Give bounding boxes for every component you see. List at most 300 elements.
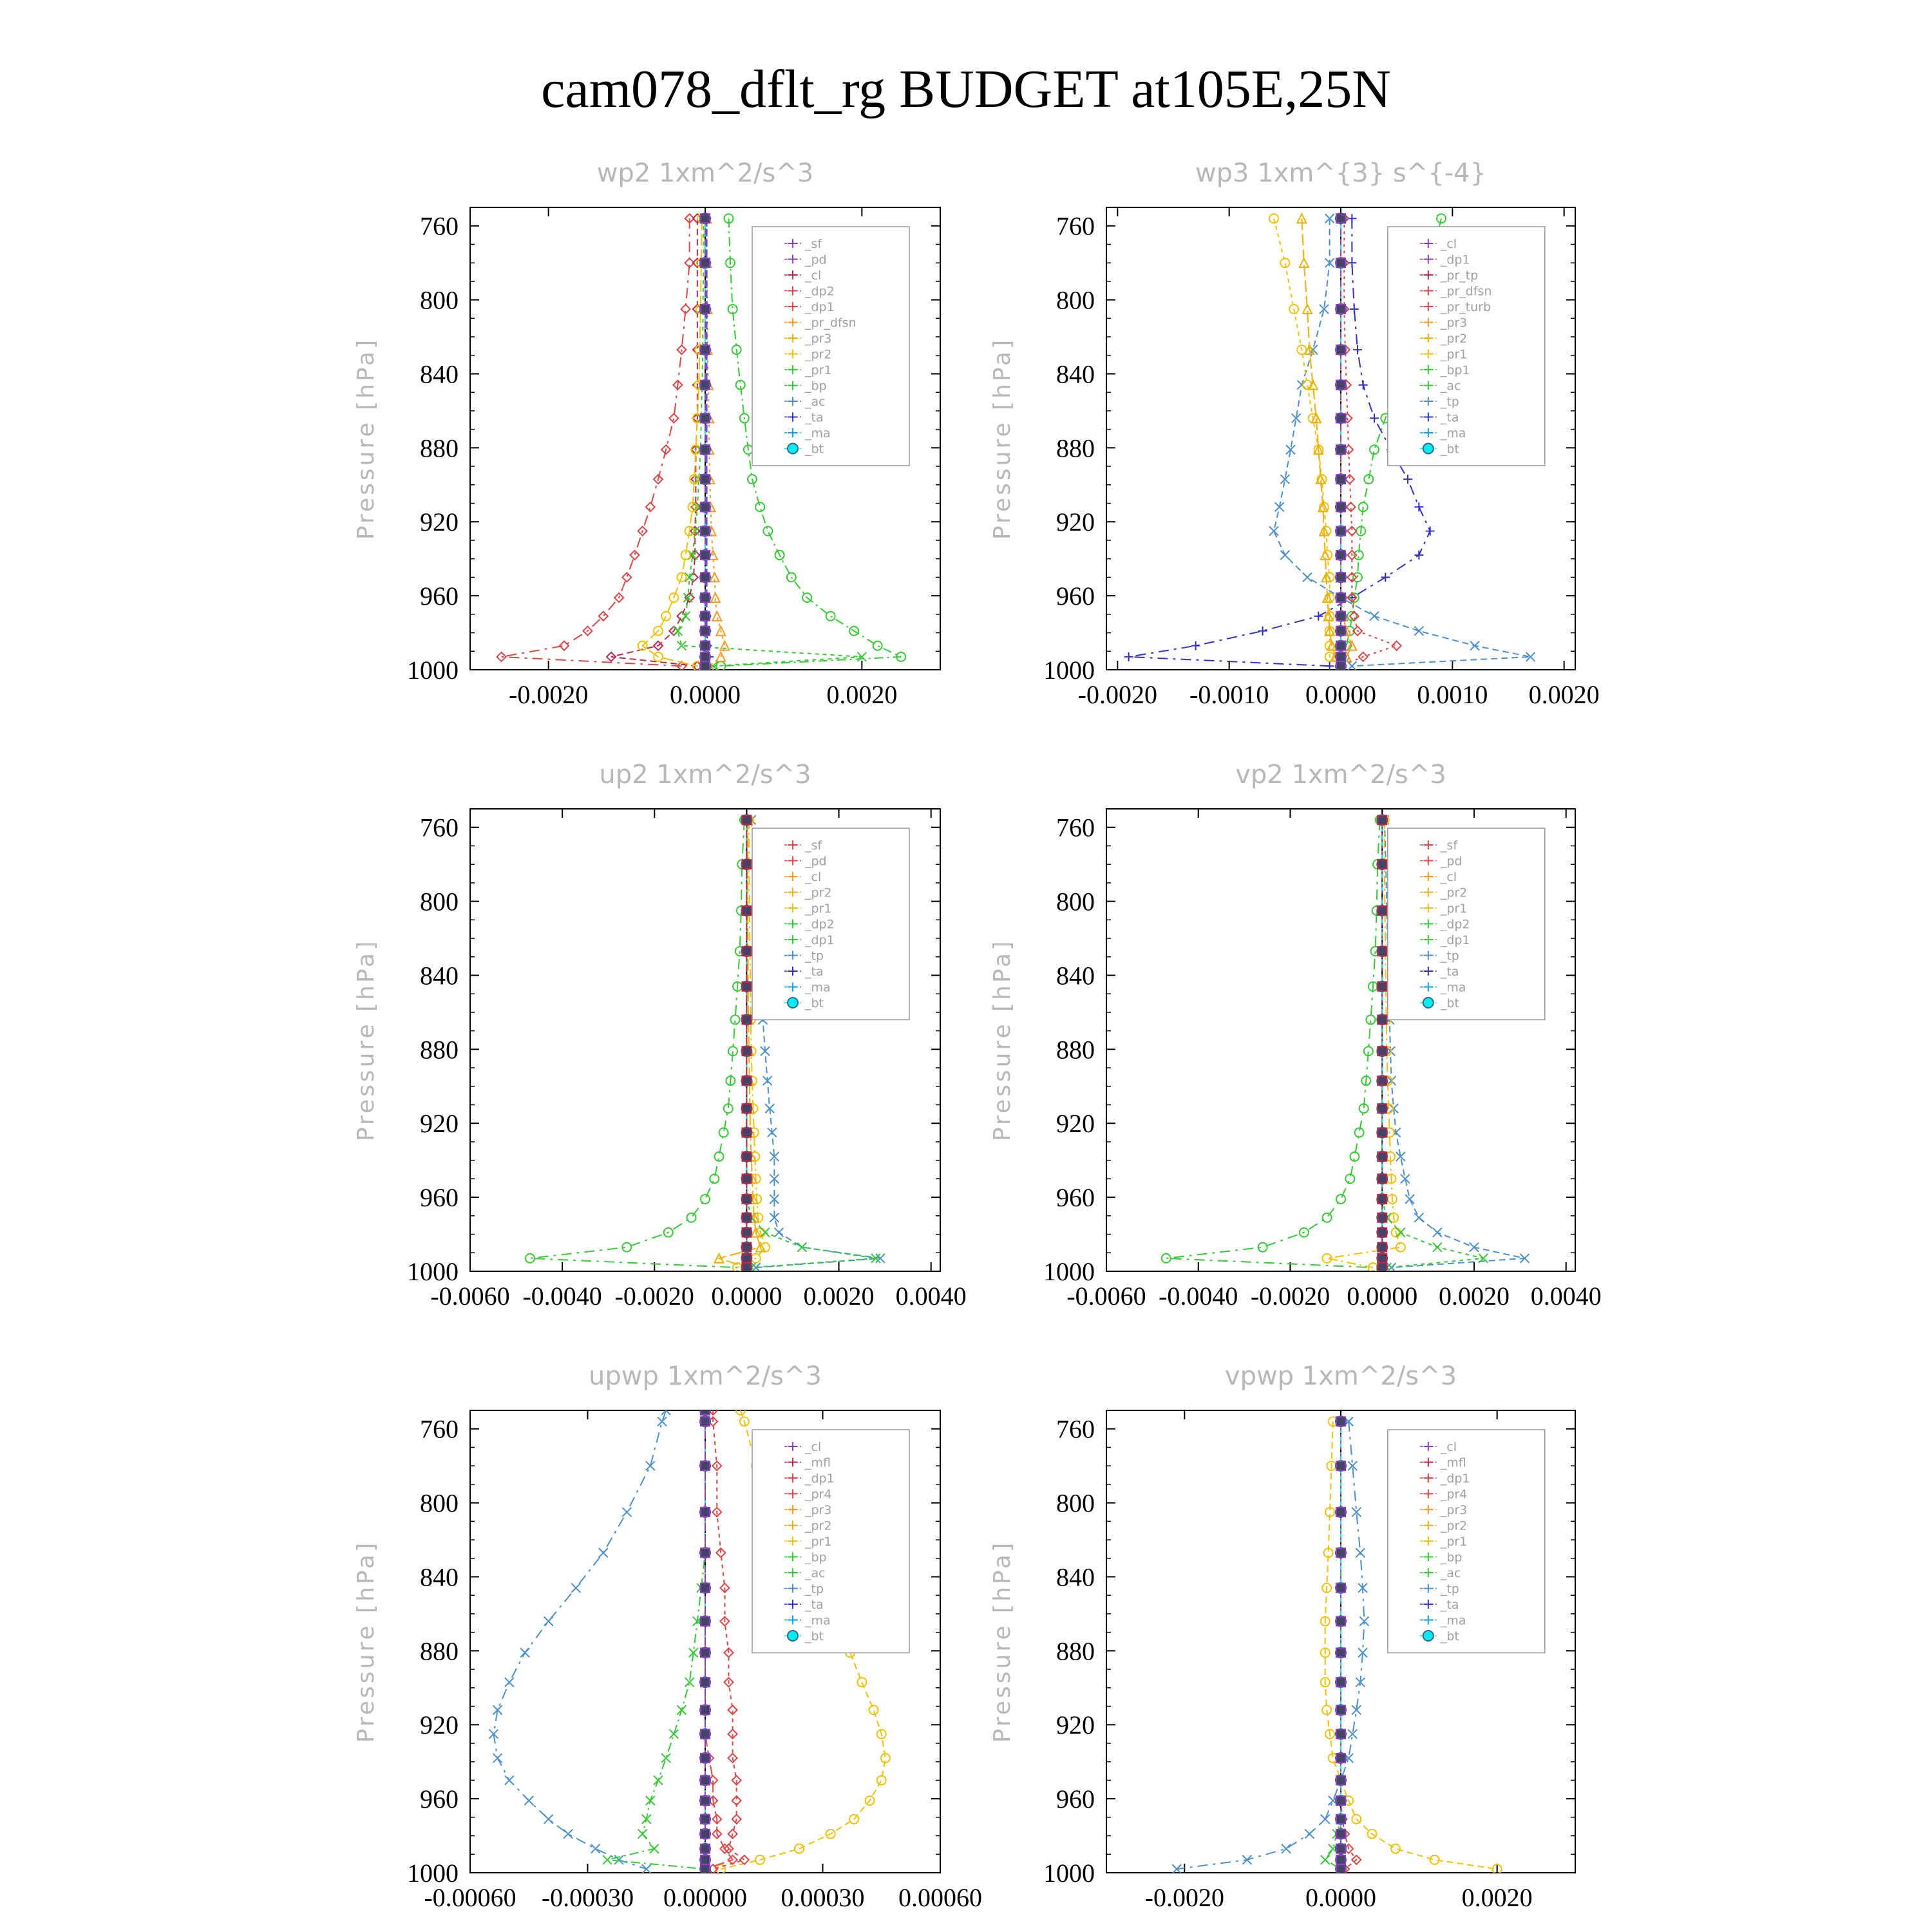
data-point xyxy=(701,573,710,582)
y-tick-label: 800 xyxy=(420,1488,459,1518)
data-point xyxy=(701,345,710,354)
y-tick-label: 760 xyxy=(420,211,459,241)
data-point xyxy=(701,445,710,454)
legend-label: _pr3 xyxy=(1440,1503,1468,1517)
legend xyxy=(752,828,909,1020)
legend-label: _bt xyxy=(1440,442,1459,457)
data-point xyxy=(701,661,710,670)
data-point xyxy=(1336,1830,1345,1839)
legend-label: _pr_turb xyxy=(1440,300,1492,314)
data-point xyxy=(650,1844,659,1853)
legend-label: _pd xyxy=(805,252,827,267)
data-point xyxy=(1303,573,1312,582)
legend-label: _bt xyxy=(805,442,824,457)
series-line-dp2 xyxy=(611,218,697,666)
data-point xyxy=(1162,1254,1171,1263)
data-point xyxy=(1323,1213,1332,1222)
data-point xyxy=(742,982,751,991)
y-tick-label: 760 xyxy=(1056,211,1095,241)
data-point xyxy=(1378,815,1387,824)
data-point xyxy=(877,1776,886,1785)
data-point xyxy=(701,1776,710,1785)
data-point xyxy=(1356,1548,1365,1557)
legend xyxy=(752,227,909,466)
legend-label: _tp xyxy=(1440,1582,1459,1596)
data-point xyxy=(599,1548,608,1557)
legend-label: _dp2 xyxy=(1440,917,1470,932)
data-point xyxy=(1381,573,1390,582)
data-point xyxy=(646,1796,655,1805)
legend xyxy=(1388,828,1545,1020)
data-point xyxy=(742,1213,751,1222)
x-tick-label: -0.0020 xyxy=(614,1282,694,1311)
data-point xyxy=(544,1815,553,1824)
legend-label: _dp2 xyxy=(805,917,835,932)
data-point xyxy=(795,1844,804,1853)
data-point xyxy=(622,573,631,582)
data-point xyxy=(701,475,710,484)
y-tick-label: 1000 xyxy=(407,656,459,685)
y-tick-label: 760 xyxy=(420,1414,459,1444)
data-point xyxy=(1336,1776,1345,1785)
legend-label: _pr1 xyxy=(1440,347,1468,362)
legend-label: _dp1 xyxy=(805,1472,835,1486)
data-point xyxy=(701,551,710,560)
data-point xyxy=(1391,1844,1400,1853)
data-point xyxy=(701,413,710,422)
data-point xyxy=(701,381,710,390)
data-point xyxy=(505,1678,514,1687)
x-tick-label: 0.0000 xyxy=(1305,1883,1376,1912)
data-point xyxy=(1378,1195,1387,1204)
data-point xyxy=(599,612,608,621)
y-axis-label: Pressure [hPa] xyxy=(989,938,1016,1142)
data-point xyxy=(677,1705,687,1714)
data-point xyxy=(1433,1228,1442,1237)
y-tick-label: 880 xyxy=(420,1035,459,1065)
legend-label: _pr2 xyxy=(1440,332,1468,346)
x-tick-label: -0.0040 xyxy=(522,1282,602,1311)
y-tick-label: 800 xyxy=(420,285,459,315)
series-line-dp1 xyxy=(1166,820,1380,1267)
x-tick-label: -0.00060 xyxy=(424,1883,516,1912)
data-point xyxy=(742,1195,751,1204)
y-tick-label: 840 xyxy=(420,961,459,990)
x-tick-label: 0.0020 xyxy=(1461,1883,1533,1912)
legend-label: _sf xyxy=(805,838,822,853)
x-tick-label: -0.0020 xyxy=(1250,1282,1331,1311)
data-point xyxy=(742,1104,751,1113)
data-point xyxy=(1336,612,1345,621)
legend-label: _bt xyxy=(1440,1629,1459,1643)
legend-label: _ta xyxy=(805,410,824,425)
data-point xyxy=(1378,982,1387,991)
x-tick-label: 0.0020 xyxy=(803,1282,875,1311)
data-point xyxy=(591,1844,600,1853)
data-point xyxy=(1336,258,1345,267)
data-point xyxy=(1378,1254,1387,1263)
legend-label: _dp1 xyxy=(1440,252,1470,267)
x-tick-label: -0.00030 xyxy=(541,1883,634,1912)
data-point xyxy=(742,1243,751,1252)
data-point xyxy=(1378,1046,1387,1056)
y-axis-label: Pressure [hPa] xyxy=(989,337,1016,540)
legend-label: _dp1 xyxy=(1440,933,1470,947)
legend-label: _dp2 xyxy=(805,284,835,299)
x-tick-label: 0.0000 xyxy=(1347,1282,1418,1311)
legend-label: _pr1 xyxy=(1440,1535,1468,1549)
legend-label: _pr_dfsn xyxy=(1440,284,1492,299)
data-point xyxy=(701,1844,710,1853)
y-tick-label: 960 xyxy=(1056,582,1095,611)
legend-label: _pd xyxy=(805,854,827,869)
legend-label: _pr2 xyxy=(805,1519,832,1533)
data-point xyxy=(742,1152,751,1161)
x-tick-label: 0.0000 xyxy=(1305,680,1376,709)
data-point xyxy=(761,1243,770,1252)
legend-label: _pr_tp xyxy=(1440,269,1479,283)
y-tick-label: 880 xyxy=(420,433,459,463)
y-tick-label: 920 xyxy=(1056,1109,1095,1139)
data-point xyxy=(505,1776,514,1785)
y-tick-label: 960 xyxy=(1056,1183,1095,1213)
data-point xyxy=(1433,1243,1442,1252)
legend-marker xyxy=(1423,444,1434,454)
x-tick-label: 0.0000 xyxy=(670,680,741,709)
chart-panel-3 xyxy=(353,760,967,1311)
data-point xyxy=(1336,573,1345,582)
data-point xyxy=(761,1228,770,1237)
data-point xyxy=(701,1616,710,1625)
data-point xyxy=(1392,641,1401,650)
data-point xyxy=(701,1754,710,1763)
x-tick-label: 0.0000 xyxy=(711,1282,782,1311)
data-point xyxy=(1336,1648,1345,1657)
data-point xyxy=(763,527,772,536)
data-point xyxy=(622,1508,631,1517)
data-point xyxy=(1336,1195,1345,1204)
data-point xyxy=(1269,527,1278,536)
data-point xyxy=(701,1678,710,1687)
x-tick-label: 0.0040 xyxy=(1530,1282,1602,1311)
y-tick-label: 800 xyxy=(1056,285,1095,315)
legend-label: _ac xyxy=(1440,379,1461,393)
data-point xyxy=(669,413,678,422)
legend-label: _cl xyxy=(1440,870,1457,884)
data-point xyxy=(1378,1076,1387,1085)
legend-label: _pr2 xyxy=(805,347,832,362)
data-point xyxy=(1336,305,1345,314)
x-tick-label: -0.0020 xyxy=(1144,1883,1224,1912)
data-point xyxy=(1336,1844,1345,1853)
legend-label: _cl xyxy=(805,269,822,283)
data-point xyxy=(1336,1855,1345,1864)
y-tick-label: 880 xyxy=(420,1636,459,1666)
data-point xyxy=(638,1830,647,1839)
data-point xyxy=(1405,1195,1414,1204)
data-point xyxy=(1124,652,1133,661)
data-point xyxy=(493,1754,502,1763)
legend-label: _ma xyxy=(1440,426,1466,440)
data-point xyxy=(701,502,710,511)
data-point xyxy=(1426,527,1435,536)
data-point xyxy=(1378,1228,1387,1237)
data-point xyxy=(1305,1830,1314,1839)
data-point xyxy=(701,641,710,650)
data-point xyxy=(1414,502,1423,511)
legend-label: _ma xyxy=(805,980,831,995)
data-point xyxy=(1378,1152,1387,1161)
y-axis-label: Pressure [hPa] xyxy=(353,337,379,540)
legend-label: _ta xyxy=(805,965,824,979)
data-point xyxy=(1378,1174,1387,1183)
data-point xyxy=(520,1648,529,1657)
data-point xyxy=(1359,381,1368,390)
data-point xyxy=(826,612,835,621)
x-tick-label: 0.00000 xyxy=(663,1883,747,1912)
chart-panel-2 xyxy=(989,158,1600,709)
data-point xyxy=(1336,381,1345,390)
data-point xyxy=(1378,1263,1387,1272)
y-tick-label: 1000 xyxy=(407,1257,459,1286)
data-point xyxy=(1336,652,1345,661)
data-point xyxy=(742,860,751,869)
data-point xyxy=(524,1796,533,1805)
data-point xyxy=(1336,1616,1345,1625)
y-tick-label: 1000 xyxy=(1043,1859,1095,1888)
series-line-pr2 xyxy=(1302,218,1341,666)
data-point xyxy=(564,1830,573,1839)
legend-label: _bt xyxy=(805,996,824,1010)
series-line-ta xyxy=(1129,218,1430,666)
x-tick-label: -0.0020 xyxy=(509,680,589,709)
legend-label: _mfl xyxy=(805,1455,831,1470)
legend-label: _pr_dfsn xyxy=(805,316,857,330)
data-point xyxy=(701,1648,710,1657)
x-tick-label: 0.0010 xyxy=(1417,680,1488,709)
legend-label: _pr1 xyxy=(1440,902,1468,916)
data-point xyxy=(646,502,655,511)
data-point xyxy=(1378,860,1387,869)
legend-marker xyxy=(1423,1631,1434,1641)
data-point xyxy=(1336,1508,1345,1517)
data-point xyxy=(654,1776,663,1785)
chart-panel-1 xyxy=(353,158,940,709)
data-point xyxy=(1336,1796,1345,1805)
y-tick-label: 840 xyxy=(420,359,459,389)
legend-label: _ma xyxy=(1440,1613,1466,1628)
y-tick-label: 920 xyxy=(1056,1710,1095,1740)
legend-label: _ma xyxy=(1440,980,1466,995)
data-point xyxy=(742,1254,751,1263)
y-tick-label: 760 xyxy=(1056,1414,1095,1444)
legend-label: _dp1 xyxy=(805,300,835,314)
data-point xyxy=(1321,1855,1330,1864)
data-point xyxy=(701,1855,710,1864)
legend-label: _ma xyxy=(805,426,831,440)
data-point xyxy=(701,1796,710,1805)
data-point xyxy=(1336,661,1345,670)
data-point xyxy=(646,1461,655,1470)
legend-label: _mfl xyxy=(1440,1455,1466,1470)
data-point xyxy=(701,1864,710,1873)
legend-label: _pd xyxy=(1440,854,1463,869)
data-point xyxy=(1353,573,1362,582)
data-point xyxy=(1350,305,1359,314)
data-point xyxy=(1378,1015,1387,1024)
data-point xyxy=(1378,906,1387,915)
data-point xyxy=(1336,1815,1345,1824)
data-point xyxy=(1258,627,1267,636)
data-point xyxy=(701,1584,710,1593)
legend-label: _ac xyxy=(1440,1566,1461,1580)
legend-label: _bp xyxy=(1440,1550,1463,1565)
y-tick-label: 960 xyxy=(1056,1785,1095,1814)
data-point xyxy=(701,627,710,636)
data-point xyxy=(1336,413,1345,422)
x-tick-label: -0.0020 xyxy=(1077,680,1157,709)
legend xyxy=(1388,1430,1545,1653)
legend-label: _bp1 xyxy=(1440,363,1470,377)
data-point xyxy=(1336,1584,1345,1593)
legend-label: _tp xyxy=(805,1582,824,1596)
data-point xyxy=(630,551,639,560)
legend-label: _pr3 xyxy=(805,1503,832,1517)
data-point xyxy=(603,1855,612,1864)
legend-label: _pr1 xyxy=(805,363,832,377)
data-point xyxy=(701,1195,710,1204)
panel-title: vpwp 1xm^2/s^3 xyxy=(1224,1361,1457,1391)
data-point xyxy=(701,1548,710,1557)
y-tick-label: 920 xyxy=(1056,507,1095,537)
data-point xyxy=(1336,445,1345,454)
legend-marker xyxy=(1423,998,1434,1008)
y-tick-label: 1000 xyxy=(1043,656,1095,685)
data-point xyxy=(701,527,710,536)
data-point xyxy=(1414,1213,1423,1222)
data-point xyxy=(1336,1548,1345,1557)
series-line-dp1 xyxy=(502,218,690,666)
legend-label: _sf xyxy=(805,237,822,251)
data-point xyxy=(1321,1815,1330,1824)
data-point xyxy=(1336,1705,1345,1714)
x-tick-label: 0.0040 xyxy=(895,1282,967,1311)
data-point xyxy=(742,1228,751,1237)
legend-label: _pr1 xyxy=(805,1535,832,1549)
data-point xyxy=(673,627,682,636)
data-point xyxy=(1336,1678,1345,1687)
data-point xyxy=(571,1584,580,1593)
data-point xyxy=(701,612,710,621)
y-axis-label: Pressure [hPa] xyxy=(989,1540,1016,1743)
legend-label: _pr3 xyxy=(1440,316,1468,330)
legend-label: _bt xyxy=(1440,996,1459,1010)
legend-marker xyxy=(788,444,798,454)
data-point xyxy=(1336,551,1345,560)
data-point xyxy=(1378,1213,1387,1222)
data-point xyxy=(1282,1844,1291,1853)
legend xyxy=(752,1430,909,1653)
x-tick-label: 0.00060 xyxy=(898,1883,982,1912)
data-point xyxy=(1403,475,1412,484)
x-tick-label: -0.0040 xyxy=(1159,1282,1238,1311)
data-point xyxy=(642,1815,651,1824)
y-tick-label: 800 xyxy=(1056,1488,1095,1518)
legend-marker xyxy=(788,998,798,1008)
data-point xyxy=(701,1508,710,1517)
data-point xyxy=(1336,1864,1345,1873)
data-point xyxy=(1336,502,1345,511)
data-point xyxy=(1280,551,1289,560)
y-tick-label: 920 xyxy=(420,1710,459,1740)
data-point xyxy=(701,652,710,661)
data-point xyxy=(701,1461,710,1470)
data-point xyxy=(687,1213,696,1222)
panel-title: wp3 1xm^{3} s^{-4} xyxy=(1195,158,1487,188)
chart-panel-4 xyxy=(989,760,1602,1311)
y-tick-label: 840 xyxy=(1056,1562,1095,1592)
data-point xyxy=(669,1730,678,1739)
chart-panel-5 xyxy=(353,1361,982,1912)
data-point xyxy=(1470,1243,1479,1252)
x-tick-label: -0.0010 xyxy=(1189,680,1269,709)
data-point xyxy=(658,1417,667,1426)
data-point xyxy=(1353,345,1362,354)
legend-label: _ac xyxy=(805,395,826,409)
data-point xyxy=(742,1128,751,1137)
data-point xyxy=(1378,947,1387,956)
data-point xyxy=(1336,593,1345,602)
data-point xyxy=(1336,641,1345,650)
data-point xyxy=(742,1076,751,1085)
y-tick-label: 920 xyxy=(420,1109,459,1139)
data-point xyxy=(1378,1128,1387,1137)
data-point xyxy=(1378,1104,1387,1113)
x-tick-label: 0.0020 xyxy=(1438,1282,1510,1311)
data-point xyxy=(1336,1417,1345,1426)
legend-label: _ta xyxy=(1440,410,1459,425)
data-point xyxy=(1336,627,1345,636)
data-point xyxy=(869,1705,878,1714)
y-axis-label: Pressure [hPa] xyxy=(353,938,379,1142)
data-point xyxy=(701,1815,710,1824)
series-line-bp xyxy=(607,1410,705,1869)
legend-label: _pr4 xyxy=(1440,1487,1468,1502)
y-tick-label: 840 xyxy=(1056,961,1095,990)
data-point xyxy=(701,305,710,314)
data-point xyxy=(742,1263,751,1272)
data-point xyxy=(755,502,764,511)
legend-label: _pr1 xyxy=(805,902,832,916)
panel-title: wp2 1xm^2/s^3 xyxy=(596,158,814,188)
x-tick-label: -0.0060 xyxy=(1066,1282,1146,1311)
data-point xyxy=(701,1705,710,1714)
data-point xyxy=(1336,1730,1345,1739)
y-tick-label: 840 xyxy=(420,1562,459,1592)
panel-title: upwp 1xm^2/s^3 xyxy=(589,1361,822,1391)
data-point xyxy=(701,1417,710,1426)
legend-label: _pr2 xyxy=(1440,886,1468,900)
data-point xyxy=(1191,641,1200,650)
legend-label: _bp xyxy=(805,1550,827,1565)
legend-label: _dp1 xyxy=(1440,1472,1470,1486)
data-point xyxy=(873,641,882,650)
y-tick-label: 1000 xyxy=(1043,1257,1095,1286)
legend-box xyxy=(752,227,909,466)
series-line-dp1 xyxy=(530,820,744,1267)
data-point xyxy=(775,1228,784,1237)
y-tick-label: 880 xyxy=(1056,1636,1095,1666)
